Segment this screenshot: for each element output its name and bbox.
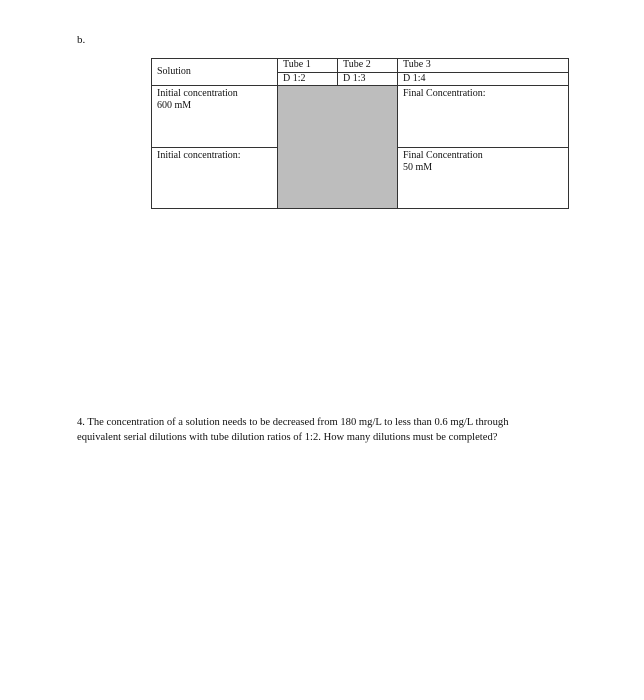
- row2-final-cell: [398, 147, 569, 208]
- question-line-1: 4. The concentration of a solution needs to be decreased from 180 mg/L to less than 0.6 mg/L through: [77, 417, 509, 428]
- header-tube3-ratio: D 1:4: [398, 72, 569, 86]
- row2-final-label: Final Concentration: [403, 149, 483, 161]
- header-solution: Solution: [152, 59, 278, 86]
- row1-final-label: Final Concentration:: [403, 88, 486, 100]
- row1-solution-value: 600 mM: [157, 100, 192, 112]
- row2-solution-cell: [152, 147, 278, 208]
- table-row: [152, 86, 569, 147]
- part-label: b.: [77, 34, 86, 46]
- dilution-table: [151, 58, 569, 209]
- row2-solution-label: Initial concentration:: [157, 149, 241, 161]
- header-tube1-ratio: D 1:2: [278, 72, 338, 86]
- header-tube3-name: Tube 3: [398, 59, 569, 73]
- shaded-tube1-tube2-area: [278, 86, 398, 209]
- question-line-2: equivalent serial dilutions with tube dilution ratios of 1:2. How many dilutions must be completed?: [77, 432, 498, 443]
- header-tube1-name: Tube 1: [278, 59, 338, 73]
- row1-final-cell: [398, 86, 569, 147]
- header-tube2-ratio: D 1:3: [338, 72, 398, 86]
- row1-solution-label: Initial concentration: [157, 88, 238, 100]
- row1-solution-cell: [152, 86, 278, 147]
- table-header-row: [152, 59, 569, 73]
- question-4: [77, 415, 577, 445]
- header-tube2-name: Tube 2: [338, 59, 398, 73]
- row2-final-value: 50 mM: [403, 161, 433, 173]
